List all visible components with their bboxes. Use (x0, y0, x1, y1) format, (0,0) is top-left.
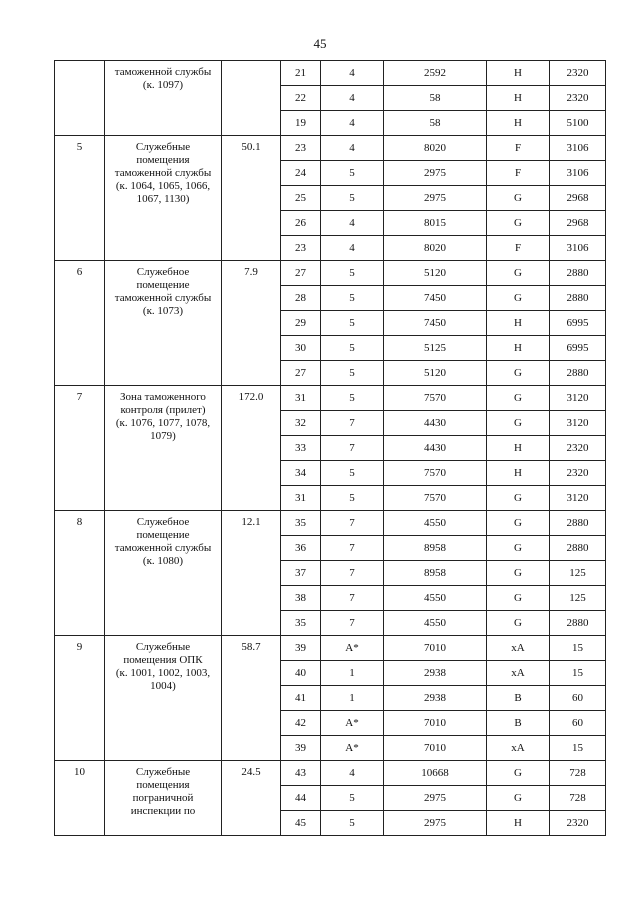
table-cell: H (487, 436, 550, 461)
table-cell: 5120 (384, 361, 487, 386)
table-cell: 37 (281, 561, 321, 586)
table-cell: 7 (321, 536, 384, 561)
table-cell: 5 (321, 336, 384, 361)
table-cell: G (487, 536, 550, 561)
table-cell: B (487, 711, 550, 736)
table-cell: 2968 (550, 211, 606, 236)
table-cell: 7570 (384, 486, 487, 511)
table-cell: 5 (321, 386, 384, 411)
table-cell: 42 (281, 711, 321, 736)
table-cell: 125 (550, 561, 606, 586)
row-number: 9 (55, 636, 105, 761)
room-name-line: (к. 1097) (142, 79, 184, 91)
table-cell: 29 (281, 311, 321, 336)
table-cell: 5 (321, 461, 384, 486)
table-cell: 7010 (384, 636, 487, 661)
table-cell: 2975 (384, 786, 487, 811)
table-cell: 21 (281, 61, 321, 86)
row-number: 7 (55, 386, 105, 511)
room-name-line: Служебные (135, 641, 191, 653)
table-cell: 5 (321, 361, 384, 386)
table-cell: 10668 (384, 761, 487, 786)
table-cell: F (487, 236, 550, 261)
table-cell: A* (321, 711, 384, 736)
row-number (55, 61, 105, 136)
room-name-line: Служебные (135, 766, 191, 778)
room-name-line: инспекции по (130, 805, 196, 817)
table-cell: 34 (281, 461, 321, 486)
table-cell: 28 (281, 286, 321, 311)
room-name (105, 511, 222, 636)
table-cell: 31 (281, 386, 321, 411)
room-area: 50.1 (222, 136, 281, 261)
table-cell: 8958 (384, 561, 487, 586)
table-cell: 7010 (384, 711, 487, 736)
table-cell: G (487, 786, 550, 811)
table-cell: 2975 (384, 186, 487, 211)
table-cell: 7 (321, 586, 384, 611)
table-cell: G (487, 486, 550, 511)
table-cell: 43 (281, 761, 321, 786)
table-cell: 5 (321, 186, 384, 211)
room-name (105, 61, 222, 136)
table-cell: xA (487, 736, 550, 761)
table-cell: 5120 (384, 261, 487, 286)
table-cell: 3106 (550, 136, 606, 161)
table-cell: 4550 (384, 511, 487, 536)
table-cell: 5 (321, 786, 384, 811)
table-cell: 2880 (550, 361, 606, 386)
table-cell: 60 (550, 686, 606, 711)
data-table (54, 60, 606, 836)
table-cell: 15 (550, 636, 606, 661)
table-cell: 4430 (384, 411, 487, 436)
table-cell: 23 (281, 236, 321, 261)
table-cell: 25 (281, 186, 321, 211)
table-cell: 26 (281, 211, 321, 236)
table-cell: 3120 (550, 486, 606, 511)
table-row (55, 386, 606, 411)
table-row (55, 636, 606, 661)
table-cell: 4 (321, 61, 384, 86)
table-cell: 4 (321, 761, 384, 786)
table-cell: 5 (321, 286, 384, 311)
row-number: 5 (55, 136, 105, 261)
room-name-line: пограничной (132, 792, 194, 804)
table-cell: 7450 (384, 286, 487, 311)
table-cell: 39 (281, 636, 321, 661)
table-cell: 35 (281, 611, 321, 636)
table-cell: 45 (281, 811, 321, 836)
table-cell: 2880 (550, 261, 606, 286)
table-cell: 2320 (550, 811, 606, 836)
table-cell: G (487, 411, 550, 436)
table-cell: B (487, 686, 550, 711)
table-cell: 8958 (384, 536, 487, 561)
table-cell: 2938 (384, 661, 487, 686)
table-cell: 7450 (384, 311, 487, 336)
room-name-line: помещения (136, 154, 190, 166)
table-cell: 5 (321, 261, 384, 286)
table-cell: 24 (281, 161, 321, 186)
table-cell: 15 (550, 661, 606, 686)
room-name-line: Зона таможенного (120, 391, 206, 403)
room-area: 58.7 (222, 636, 281, 761)
row-number: 6 (55, 261, 105, 386)
table-cell: 7 (321, 561, 384, 586)
room-area (222, 61, 281, 136)
table-cell: F (487, 161, 550, 186)
table-cell: 30 (281, 336, 321, 361)
table-cell: H (487, 461, 550, 486)
table-cell: G (487, 761, 550, 786)
table-cell: 4550 (384, 586, 487, 611)
table-cell: G (487, 286, 550, 311)
room-name-line: 1067, 1130) (136, 193, 190, 205)
room-name-line: (к. 1001, 1002, 1003, (115, 667, 211, 679)
table-cell: 3120 (550, 386, 606, 411)
table-cell: 2880 (550, 536, 606, 561)
room-name-line: Служебное (136, 266, 190, 278)
table-cell: H (487, 86, 550, 111)
table-cell: H (487, 811, 550, 836)
room-name (105, 136, 222, 261)
room-name-line: 1004) (150, 680, 176, 692)
room-name (105, 261, 222, 386)
table-cell: 8015 (384, 211, 487, 236)
table-row (55, 261, 606, 286)
table-cell: 2975 (384, 161, 487, 186)
room-name (105, 386, 222, 511)
room-name-line: таможенной службы (114, 66, 212, 78)
table-cell: 4 (321, 86, 384, 111)
table-cell: G (487, 511, 550, 536)
table-cell: 2968 (550, 186, 606, 211)
table-cell: 15 (550, 736, 606, 761)
table-cell: 7 (321, 511, 384, 536)
table-body (55, 61, 606, 836)
page-number: 45 (313, 36, 327, 51)
table-cell: 4 (321, 236, 384, 261)
table-cell: 2880 (550, 511, 606, 536)
room-name-line: Служебные (135, 141, 191, 153)
table-cell: 728 (550, 786, 606, 811)
table-cell: A* (321, 636, 384, 661)
table-row (55, 511, 606, 536)
room-area: 24.5 (222, 761, 281, 836)
table-cell: 7 (321, 611, 384, 636)
table-cell: 5 (321, 811, 384, 836)
room-name-line: помещение (136, 529, 190, 541)
table-cell: 41 (281, 686, 321, 711)
table-cell: 7570 (384, 386, 487, 411)
table-cell: 35 (281, 511, 321, 536)
table-cell: G (487, 386, 550, 411)
table-cell: 7 (321, 436, 384, 461)
table-cell: G (487, 261, 550, 286)
table-cell: 1 (321, 686, 384, 711)
room-name-line: (к. 1073) (142, 305, 184, 317)
table-cell: 39 (281, 736, 321, 761)
table-cell: H (487, 336, 550, 361)
table-cell: xA (487, 661, 550, 686)
table-cell: 27 (281, 361, 321, 386)
table-cell: A* (321, 736, 384, 761)
table-cell: 33 (281, 436, 321, 461)
table-cell: 2320 (550, 436, 606, 461)
table-cell: 4430 (384, 436, 487, 461)
table-cell: 4 (321, 136, 384, 161)
row-number: 10 (55, 761, 105, 836)
table-cell: 2320 (550, 461, 606, 486)
table-cell: 58 (384, 86, 487, 111)
table-cell: 2880 (550, 286, 606, 311)
table-cell: 2880 (550, 611, 606, 636)
table-cell: 3106 (550, 236, 606, 261)
table-cell: 4 (321, 111, 384, 136)
room-area: 7.9 (222, 261, 281, 386)
table-cell: 2320 (550, 86, 606, 111)
table-cell: 8020 (384, 236, 487, 261)
table-cell: 5125 (384, 336, 487, 361)
table-cell: 2938 (384, 686, 487, 711)
room-name-line: таможенной службы (114, 292, 212, 304)
table-cell: H (487, 61, 550, 86)
table-cell: 1 (321, 661, 384, 686)
room-name-line: (к. 1064, 1065, 1066, (115, 180, 211, 192)
table-cell: 3120 (550, 411, 606, 436)
table-cell: 19 (281, 111, 321, 136)
table-cell: 38 (281, 586, 321, 611)
room-area: 12.1 (222, 511, 281, 636)
table-row (55, 61, 606, 86)
table-cell: 4 (321, 211, 384, 236)
table-cell: 44 (281, 786, 321, 811)
table-cell: 2320 (550, 61, 606, 86)
room-name-line: помещения (136, 779, 190, 791)
table-cell: G (487, 561, 550, 586)
room-name-line: помещение (136, 279, 190, 291)
table-cell: G (487, 586, 550, 611)
room-name-line: контроля (прилет) (120, 404, 206, 416)
table-cell: 23 (281, 136, 321, 161)
table-cell: 4550 (384, 611, 487, 636)
table-cell: 8020 (384, 136, 487, 161)
room-area: 172.0 (222, 386, 281, 511)
room-name (105, 761, 222, 836)
table-cell: 40 (281, 661, 321, 686)
table-row (55, 761, 606, 786)
table-cell: G (487, 361, 550, 386)
table-cell: 36 (281, 536, 321, 561)
room-name-line: 1079) (150, 430, 176, 442)
table-cell: 5 (321, 311, 384, 336)
room-name-line: таможенной службы (114, 542, 212, 554)
table-cell: 5100 (550, 111, 606, 136)
room-name (105, 636, 222, 761)
table-row (55, 136, 606, 161)
table-cell: 6995 (550, 336, 606, 361)
room-name-line: помещения ОПК (123, 654, 203, 666)
room-name-line: таможенной службы (114, 167, 212, 179)
table-cell: 6995 (550, 311, 606, 336)
table-cell: 27 (281, 261, 321, 286)
room-name-line: (к. 1080) (142, 555, 184, 567)
table-cell: G (487, 211, 550, 236)
table-cell: G (487, 186, 550, 211)
table-cell: 5 (321, 486, 384, 511)
table-cell: G (487, 611, 550, 636)
table-cell: 22 (281, 86, 321, 111)
table-cell: 5 (321, 161, 384, 186)
table-cell: H (487, 311, 550, 336)
table-cell: 7010 (384, 736, 487, 761)
table-cell: xA (487, 636, 550, 661)
room-name-line: Служебное (136, 516, 190, 528)
table-cell: 3106 (550, 161, 606, 186)
table-cell: 32 (281, 411, 321, 436)
table-cell: F (487, 136, 550, 161)
table-cell: 7 (321, 411, 384, 436)
table-cell: 60 (550, 711, 606, 736)
table-cell: 58 (384, 111, 487, 136)
table-cell: 2975 (384, 811, 487, 836)
table-cell: 125 (550, 586, 606, 611)
table-cell: 7570 (384, 461, 487, 486)
table-cell: H (487, 111, 550, 136)
table-cell: 2592 (384, 61, 487, 86)
table-cell: 728 (550, 761, 606, 786)
row-number: 8 (55, 511, 105, 636)
room-name-line: (к. 1076, 1077, 1078, (115, 417, 211, 429)
table-cell: 31 (281, 486, 321, 511)
